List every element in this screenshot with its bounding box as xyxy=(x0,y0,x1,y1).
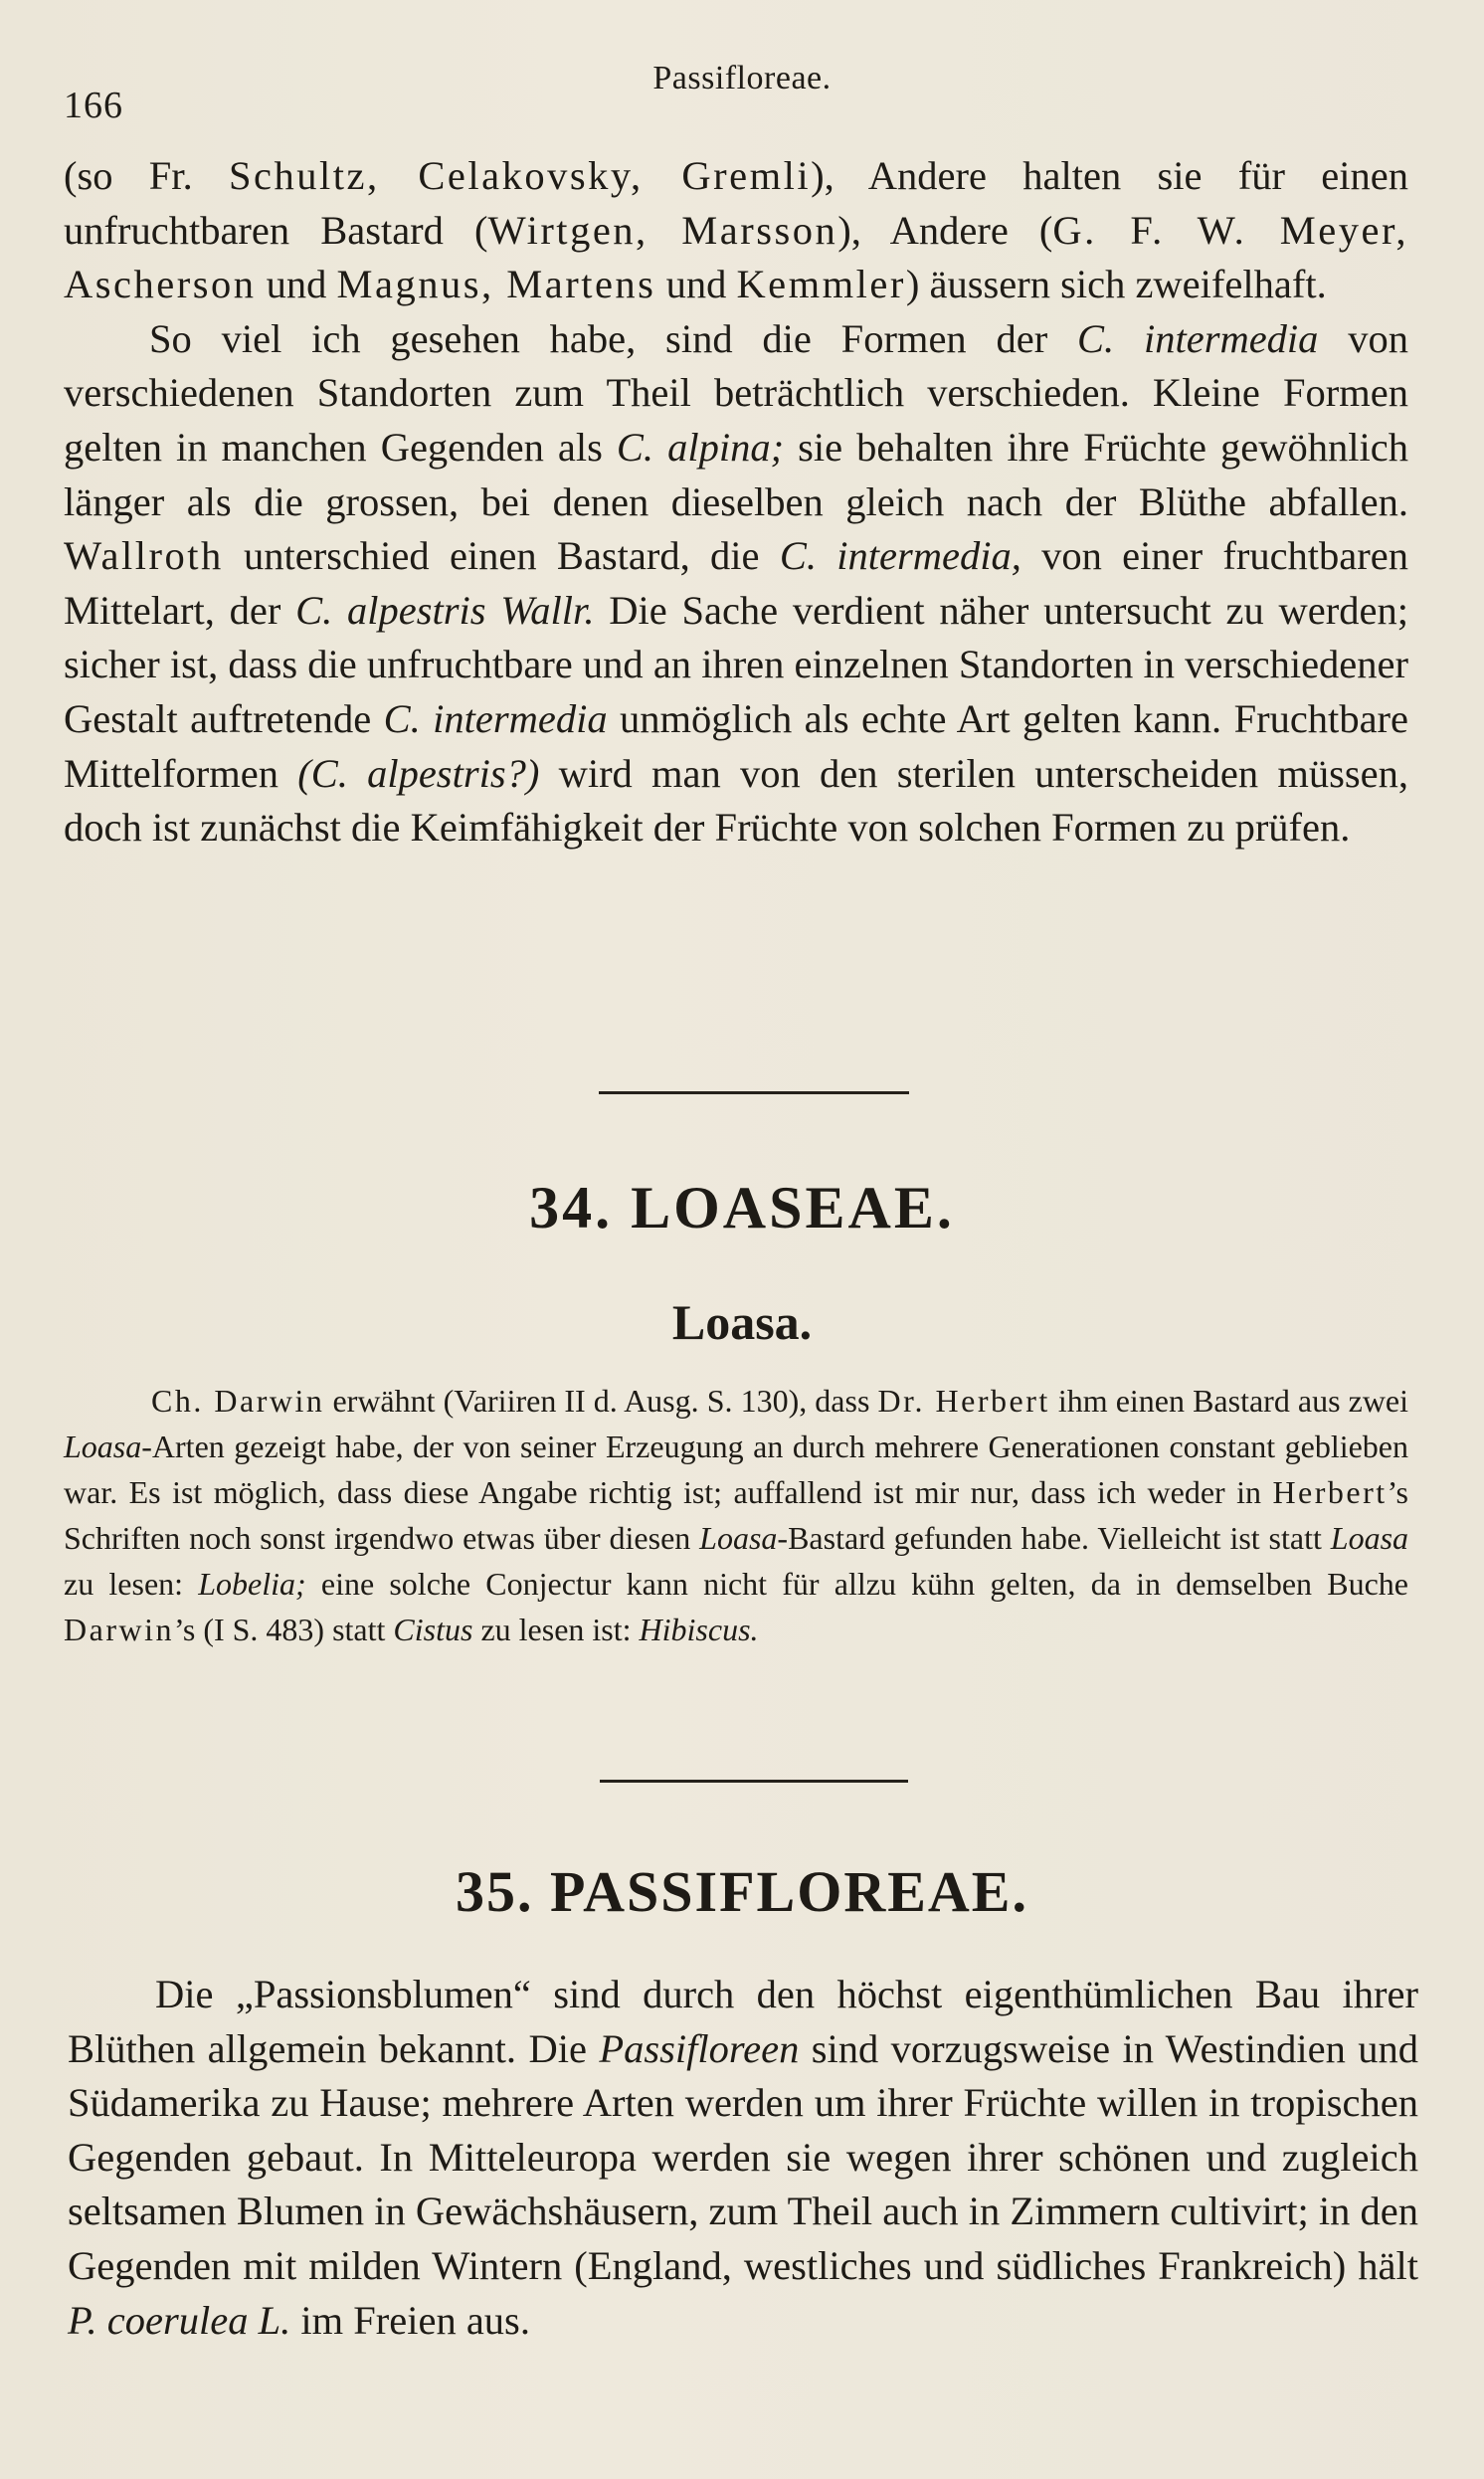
paragraph-intermedia: So viel ich gesehen habe, sind die Formen der C. intermedia von verschiedenen Standorten zum Theil beträchtlich verschieden. Kleine Formen gelten in manchen Gegenden als C. alpina; sie behalten ihre Früchte gewöhnlich länger als die grossen, bei denen dieselben gleich nach der Blüthe abfallen. Wallroth unterschied einen Bastard, die C. intermedia, von einer fruchtbaren Mittelart, der C. alpestris Wallr. Die Sache verdient näher untersucht zu werden; sicher ist, dass die unfruchtbare und an ihren einzelnen Standorten in verschiedener Gestalt auftretende C. intermedia unmöglich als echte Art gelten kann. Fruchtbare Mittelformen (C. alpestris?) wird man von den sterilen unterscheiden müssen, doch ist zunächst die Keimfähigkeit der Früchte von solchen Formen zu prüfen. xyxy=(64,315,1409,851)
loasa-note-text: Ch. Darwin erwähnt (Variiren II d. Ausg. S. 130), dass Dr. Herbert ihm einen Bastard aus zwei Loasa-Arten gezeigt habe, der von seiner Erzeugung an durch mehrere Generationen constant geblieben war. Es ist möglich, dass diese Angabe richtig ist; auffallend ist mir nur, dass ich weder in Herbert’s Schriften noch sonst irgendwo etwas über diesen Loasa-Bastard gefunden habe. Vielleicht ist statt Loasa zu lesen: Lobelia; eine solche Conjectur kann nicht für allzu kühn gelten, da in demselben Buche Darwin’s (I S. 483) statt Cistus zu lesen ist: Hibiscus. xyxy=(64,1383,1409,1647)
section-heading-loaseae: 34. LOASEAE. xyxy=(529,1175,955,1240)
section-heading-passifloreae: 35. PASSIFLOREAE. xyxy=(456,1859,1028,1924)
passifloreae-text xyxy=(68,1968,1418,2348)
running-title: Passifloreae. xyxy=(652,60,832,96)
section-divider xyxy=(600,1780,908,1783)
paragraph-authorities: (so Fr. Schultz, Celakovsky, Gremli), Andere halten sie für einen unfruchtbaren Bastard (Wirtgen, Marsson), Andere (G. F. W. Meyer, Ascherson und Magnus, Martens und Kemmler) äussern sich zweifelhaft. xyxy=(64,153,1408,307)
genus-heading-loasa: Loasa. xyxy=(671,1294,813,1350)
page-number: 166 xyxy=(64,85,123,126)
paragraph-passionsblumen: Die „Passionsblumen“ sind durch den höchst eigenthümlichen Bau ihrer Blüthen allgemein bekannt. Die Passifloreen sind vorzugsweise in Westindien und Südamerika zu Hause; mehrere Arten werden um ihrer Früchte willen in tropischen Gegenden gebaut. In Mitteleuropa werden sie wegen ihrer schönen und zugleich seltsamen Blumen in Gewächshäusern, zum Theil auch in Zimmern cultivirt; in den Gegenden mit milden Wintern (England, westliches und südliches Frankreich) hält P. coerulea L. im Freien aus. xyxy=(68,1972,1419,2343)
loasa-note xyxy=(64,1378,1408,1652)
section-divider xyxy=(599,1091,909,1094)
continued-text xyxy=(64,149,1408,856)
